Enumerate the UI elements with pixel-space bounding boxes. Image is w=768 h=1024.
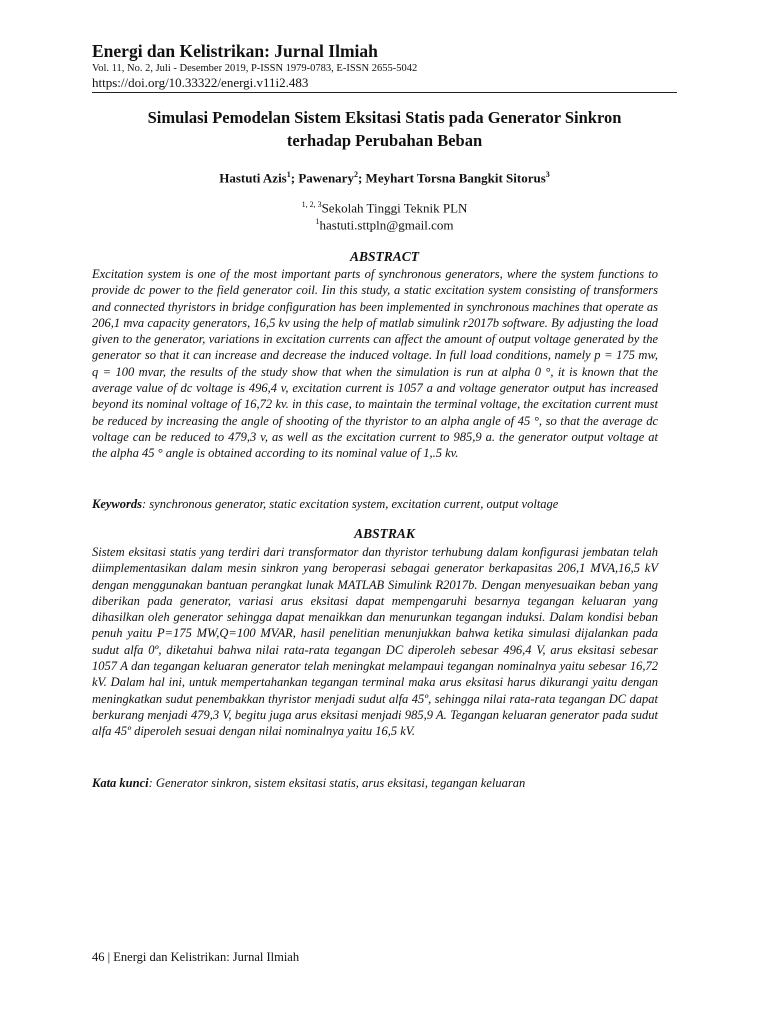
abstract-body: Excitation system is one of the most important parts of synchronous generators, where the system functions to provide dc power to the field generator coil. Iin this study, a static excitation system consisting of transformers and connected thyristors in bridge configuration has been implemented in synchronous machines that operate as 206,1 mva capacity generators, 16,5 kv using the help of matlab simulink r2017b software. By adjusting the load given to the generator, variations in excitation currents can affect the amount of output voltage generated by the generator so that it can increase and decrease the induced voltage. In full load conditions, namely p = 175 mw, q = 100 mvar, the results of the study show that when the simulation is run at alpha 0 °, it is known that the average value of dc voltage is 496,4 v, excitation current is 1057 a and voltage generator output has increased beyond its nominal voltage of 16,72 kv. in this case, to maintain the terminal voltage, the excitation current must be reduced by increasing the angle of shooting of the thyristor to an alpha angle of 45 °, so that the average dc voltage can be reduced to 479,3 v, as well as the excitation current to 985,9 a. the generator output voltage at the alpha 45 ° angle is obtained according to its nominal value of 1,.5 kv. [92, 267, 658, 461]
paper-title-line-2: terhadap Perubahan Beban [286, 131, 483, 150]
author-superscript: 3 [545, 170, 550, 179]
author-name: Hastuti Azis [219, 170, 287, 186]
paper-title-line-1: Simulasi Pemodelan Sistem Eksitasi Statis pada Generator Sinkron [147, 108, 622, 127]
kata-kunci-text: : Generator sinkron, sistem eksitasi statis, arus eksitasi, tegangan keluaran [148, 776, 526, 790]
author-name: Meyhart Torsna Bangkit Sitorus [365, 170, 546, 186]
journal-title: Energi dan Kelistrikan: Jurnal Ilmiah [92, 41, 378, 61]
journal-volume-info: Vol. 11, No. 2, Juli - Desember 2019, P-ISSN 1979-0783, E-ISSN 2655-5042 [92, 63, 418, 74]
header-divider [92, 92, 677, 93]
page-footer [92, 950, 299, 965]
affiliation-superscript: 1, 2, 3 [301, 200, 322, 209]
footer-journal-name: Energi dan Kelistrikan: Jurnal Ilmiah [113, 950, 300, 964]
author-name: Pawenary [298, 170, 354, 186]
footer-separator: | [104, 950, 114, 964]
kata-kunci-label: Kata kunci [92, 776, 149, 790]
email-superscript: 1 [315, 217, 320, 226]
doi-link[interactable]: https://doi.org/10.33322/energi.v11i2.483 [92, 75, 309, 90]
affiliation [92, 200, 677, 216]
author-superscript: 2 [353, 170, 358, 179]
author-superscript: 1 [286, 170, 291, 179]
author-separator: ; [357, 170, 366, 186]
affiliation-institution: Sekolah Tinggi Teknik PLN [321, 200, 468, 216]
author-separator: ; [290, 170, 299, 186]
keywords-label: Keywords [92, 497, 142, 511]
page-number: 46 [92, 950, 105, 964]
author-list [92, 170, 677, 186]
abstrak-heading: ABSTRAK [354, 526, 415, 541]
abstract-heading: ABSTRACT [349, 249, 420, 264]
abstrak-body: Sistem eksitasi statis yang terdiri dari transformator dan thyristor terhubung dalam konfigurasi jembatan telah diimplementasikan dalam mesin sinkron yang beroperasi sebagai generator berkapasitas 206,1 MVA,16,5 kV dengan menggunakan bantuan perangkat lunak MATLAB Simulink R2017b. Dengan menyesuaikan beban yang diberikan pada generator, variasi arus eksitasi dapat mempengaruhi besarnya tegangan keluaran yang dihasilkan oleh generator sehingga dapat menaikkan dan menurunkan tegangan induksi. Dalam kondisi beban penuh yaitu P=175 MW,Q=100 MVAR, hasil penelitian menunjukkan bahwa ketika simulasi dijalankan pada sudut alfa 0º, diketahui bahwa nilai rata-rata tegangan DC diperoleh sebesar 496,4 V, arus eksitasi sebesar 1057 A dan tegangan keluaran generator telah meningkat melampaui tegangan nominalnya yaitu sebesar 16,72 kV. Dalam hal ini, untuk mempertahankan tegangan terminal maka arus eksitasi harus dikurangi yaitu dengan meningkatkan sudut penembakkan thyristor menjadi sudut alfa 45º, sehingga nilai rata-rata tegangan DC dapat berkurang menjadi 479,3 V, begitu juga arus eksitasi menjadi 985,9 A. Tegangan keluaran generator pada sudut alfa 45º diperoleh sesuai dengan nilai nominalnya yaitu 16,5 kV. [92, 545, 658, 739]
author-email [92, 217, 677, 233]
keywords-text: : synchronous generator, static excitation system, excitation current, output voltage [142, 497, 559, 511]
journal-header [92, 40, 677, 91]
keywords-line [92, 497, 662, 512]
kata-kunci-line [92, 776, 662, 791]
email-address[interactable]: hastuti.sttpln@gmail.com [319, 217, 454, 233]
paper-title [92, 106, 677, 152]
